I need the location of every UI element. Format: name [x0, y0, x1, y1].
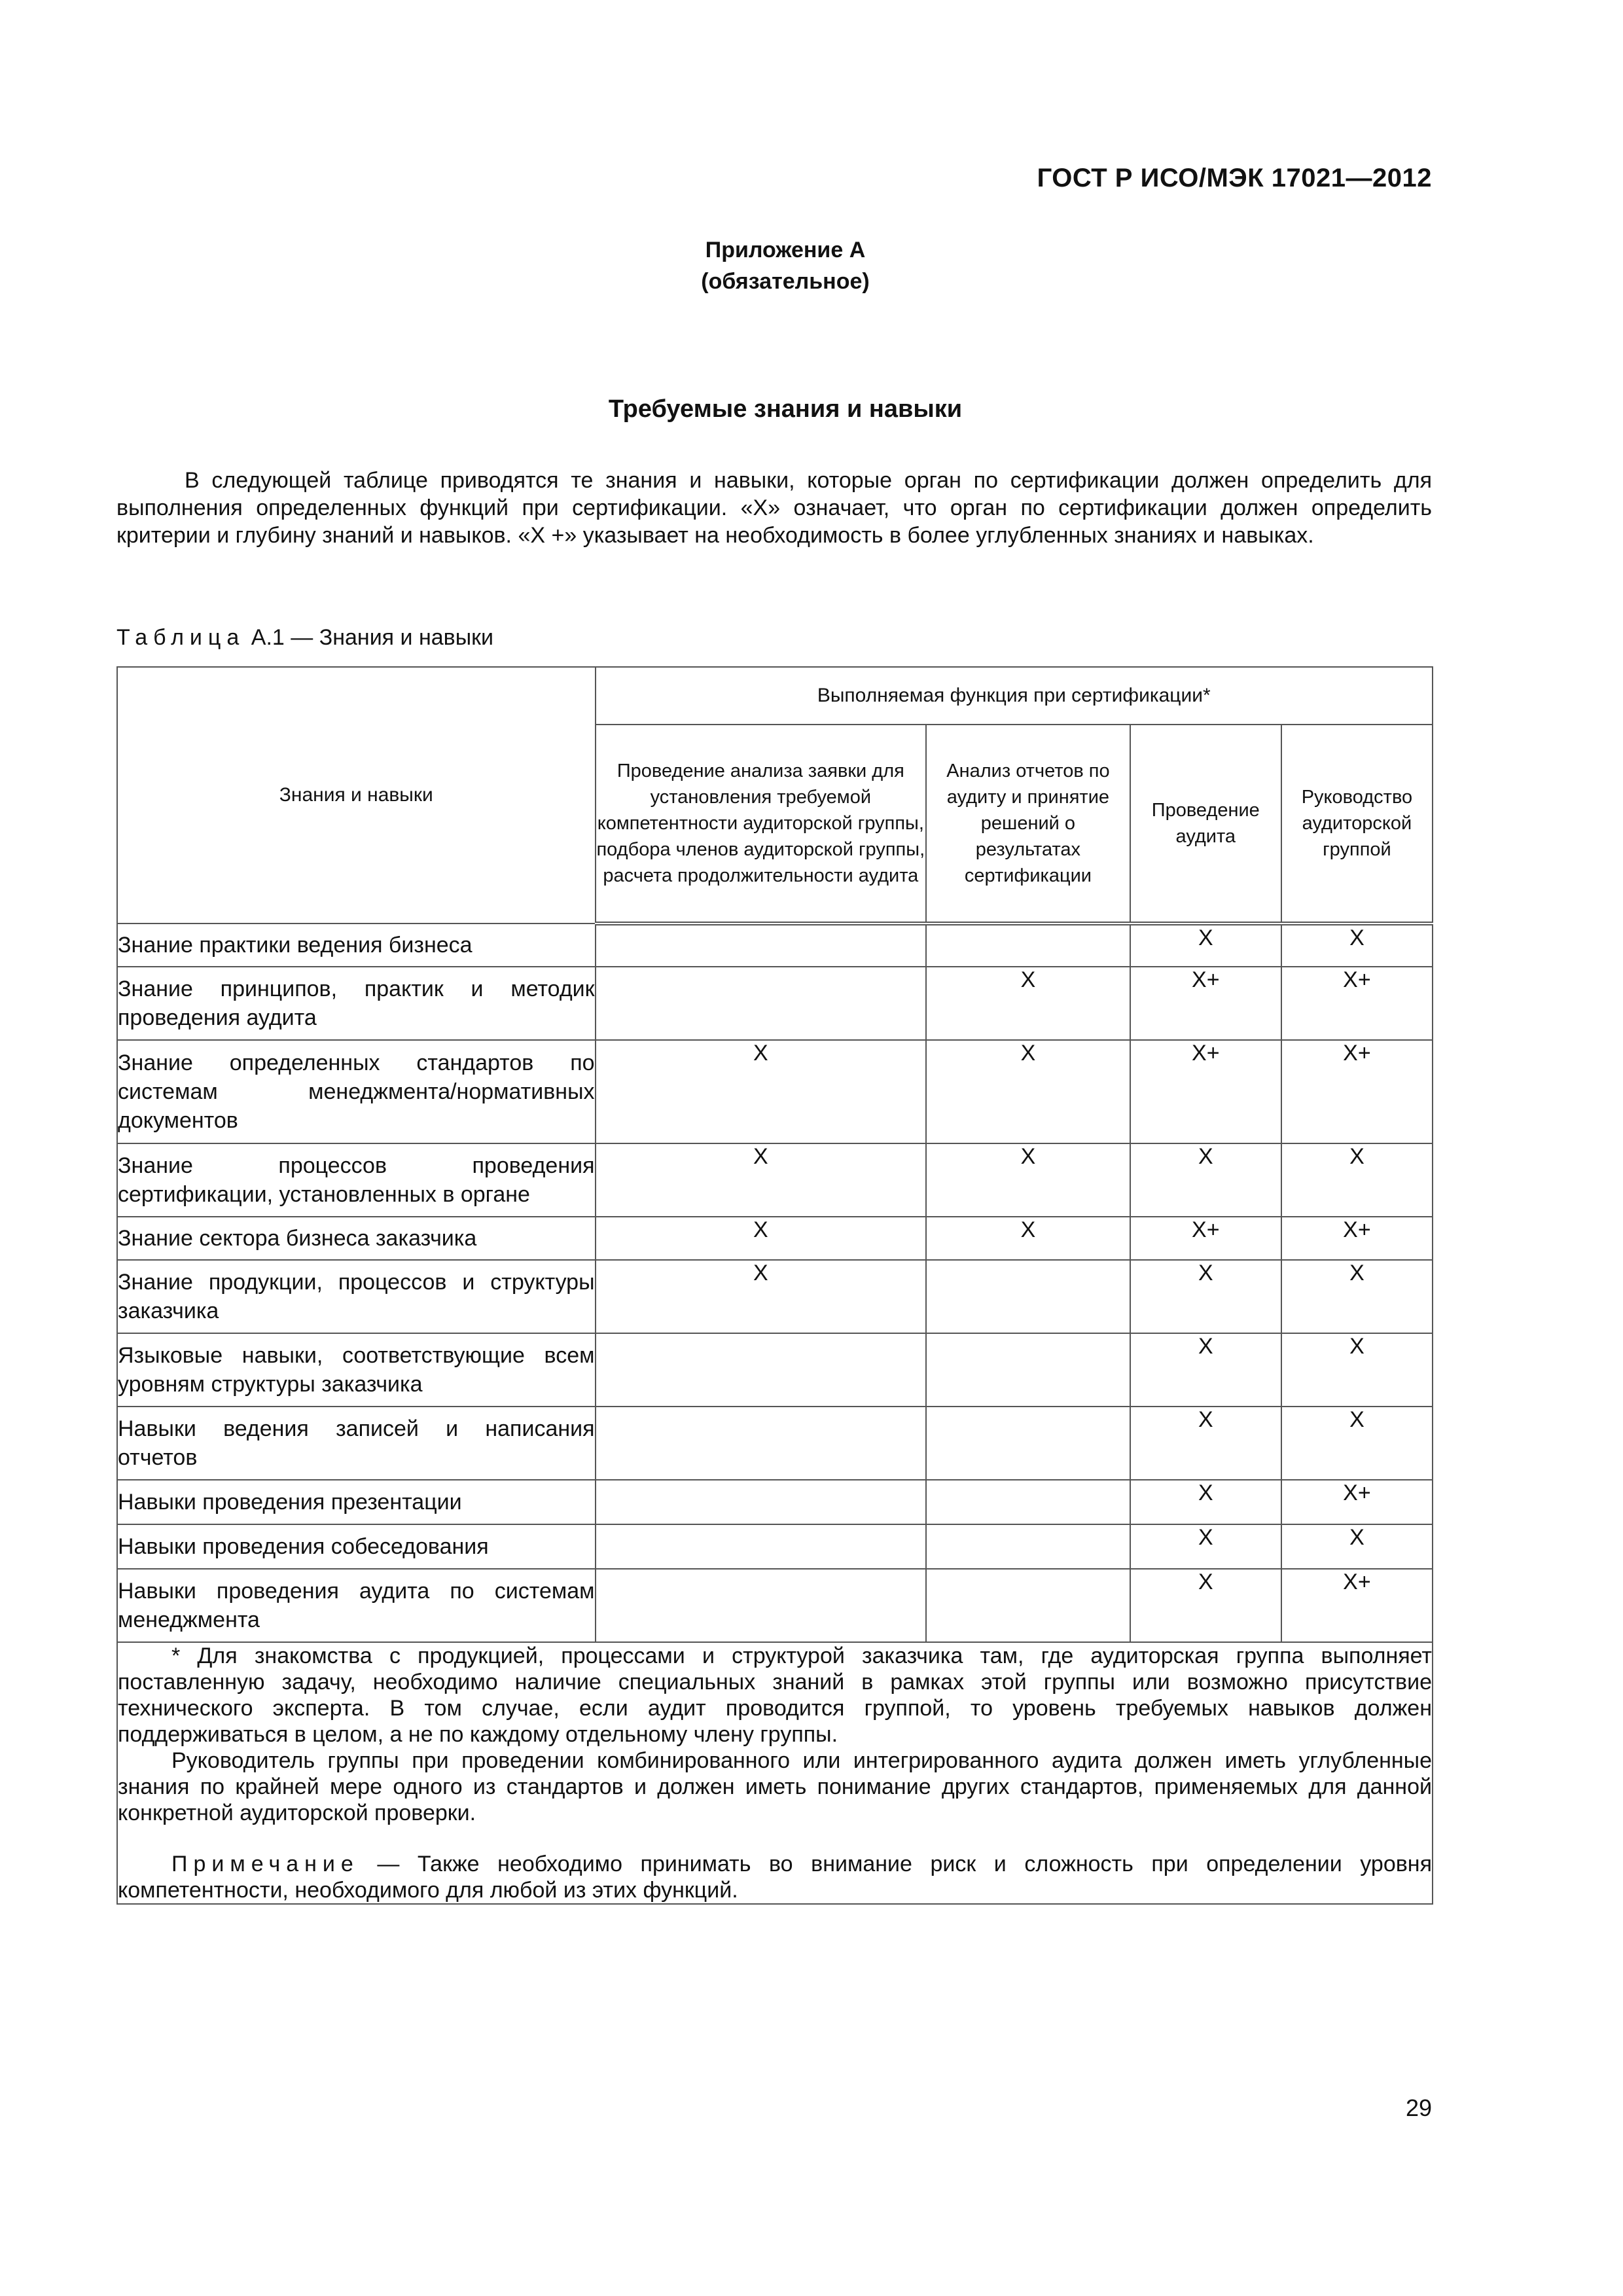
mark-cell: X [1130, 924, 1281, 967]
mark-cell [596, 1407, 927, 1480]
mark-cell: X [926, 1217, 1130, 1260]
mark-cell [926, 1333, 1130, 1407]
table-row [117, 1260, 1433, 1333]
mark-cell: X+ [1130, 967, 1281, 1040]
mark-cell: X [1130, 1260, 1281, 1333]
mark-cell: X [1130, 1480, 1281, 1524]
section-title: Требуемые знания и навыки [608, 395, 963, 423]
mark-cell: X [926, 1040, 1130, 1143]
skill-cell: Навыки ведения записей и написания отчетов [117, 1407, 596, 1480]
mark-cell: X [1130, 1333, 1281, 1407]
mark-cell: X+ [1130, 1040, 1281, 1143]
skill-cell: Навыки проведения собеседования [117, 1524, 596, 1569]
appendix-title: Приложение А [705, 238, 866, 262]
header-col-report-review: Анализ отчетов по аудиту и принятие решений о результатах сертификации [926, 725, 1130, 924]
mark-cell: X+ [1281, 1480, 1433, 1524]
skill-cell: Знание практики ведения бизнеса [117, 924, 596, 967]
mark-cell: X [1130, 1143, 1281, 1217]
mark-cell [596, 1524, 927, 1569]
mark-cell: X+ [1281, 967, 1433, 1040]
mark-cell: X+ [1281, 1569, 1433, 1642]
table-row [117, 1407, 1433, 1480]
table-row [117, 1333, 1433, 1407]
table-row [117, 1569, 1433, 1642]
footnote-star: * Для знакомства с продукцией, процессами и структурой заказчика там, где аудиторская группа выполняет поставленную задачу, необходимо наличие специальных знаний в рамках этой группы или возможно присутствие технического эксперта. В том случае, если аудит проводится группой, то уровень требуемых навыков должен поддерживаться в целом, а не по каждому отдельному члену группы. [118, 1643, 1432, 1747]
mark-cell: X [1130, 1569, 1281, 1642]
mark-cell: X [1130, 1407, 1281, 1480]
table-row [117, 1217, 1433, 1260]
skill-cell: Знание определенных стандартов по системам менеджмента/нормативных документов [117, 1040, 596, 1143]
header-col-team-lead: Руководство аудиторской группой [1281, 725, 1433, 924]
table-row [117, 1480, 1433, 1524]
header-function-group: Выполняемая функция при сертификации* [596, 667, 1433, 725]
note-text: — Также необходимо принимать во внимание риск и сложность при определении уровня компетентности, необходимого для любой из этих функций. [118, 1852, 1432, 1903]
table-row [117, 967, 1433, 1040]
mark-cell [596, 924, 927, 967]
mark-cell [596, 1569, 927, 1642]
mark-cell [596, 1333, 927, 1407]
mark-cell: X [1281, 1333, 1433, 1407]
mark-cell [596, 967, 927, 1040]
skill-cell: Знание принципов, практик и методик проведения аудита [117, 967, 596, 1040]
mark-cell: X [1130, 1524, 1281, 1569]
mark-cell: X [1281, 1260, 1433, 1333]
mark-cell [926, 924, 1130, 967]
skill-cell: Знание сектора бизнеса заказчика [117, 1217, 596, 1260]
table-caption [116, 625, 493, 651]
mark-cell: X [596, 1260, 927, 1333]
page-number: 29 [1405, 2094, 1432, 2121]
mark-cell [596, 1480, 927, 1524]
mark-cell: X [596, 1143, 927, 1217]
header-col-audit: Проведение аудита [1130, 725, 1281, 924]
mark-cell: X [596, 1040, 927, 1143]
header-skills: Знания и навыки [117, 667, 596, 924]
mark-cell: X [596, 1217, 927, 1260]
mark-cell [926, 1480, 1130, 1524]
table-caption-text: А.1 — Знания и навыки [251, 625, 494, 650]
table-caption-label: Таблица [116, 625, 245, 650]
mark-cell: X+ [1281, 1040, 1433, 1143]
appendix-heading [0, 234, 1571, 297]
table-notes-row [117, 1642, 1433, 1904]
mark-cell [926, 1260, 1130, 1333]
table-notes [117, 1642, 1433, 1904]
table-row [117, 1524, 1433, 1569]
skill-cell: Навыки проведения аудита по системам менеджмента [117, 1569, 596, 1642]
skill-cell: Знание продукции, процессов и структуры заказчика [117, 1260, 596, 1333]
document-code: ГОСТ Р ИСО/МЭК 17021—2012 [1037, 164, 1432, 192]
intro-paragraph: В следующей таблице приводятся те знания и навыки, которые орган по сертификации должен определить для выполнения определенных функций при сертификации. «Х» означает, что орган по сертификации должен определить критерии и глубину знаний и навыков. «Х +» указывает на необходимость в более углубленных знаниях и навыках. [116, 468, 1432, 548]
appendix-status: (обязательное) [701, 269, 870, 294]
mark-cell: X [926, 1143, 1130, 1217]
footnote-team-lead: Руководитель группы при проведении комбинированного или интегрированного аудита должен иметь углубленные знания по крайней мере одного из стандартов и должен иметь понимание других стандартов, применяемых для данной конкретной аудиторской проверки. [118, 1748, 1432, 1825]
mark-cell: X+ [1281, 1217, 1433, 1260]
mark-cell: X [1281, 1143, 1433, 1217]
mark-cell: X+ [1130, 1217, 1281, 1260]
mark-cell: X [926, 967, 1130, 1040]
note-label: Примечание [171, 1852, 359, 1876]
mark-cell [926, 1407, 1130, 1480]
mark-cell: X [1281, 1407, 1433, 1480]
skill-cell: Навыки проведения презентации [117, 1480, 596, 1524]
table-row [117, 924, 1433, 967]
skill-cell: Языковые навыки, соответствующие всем уровням структуры заказчика [117, 1333, 596, 1407]
table-note [118, 1851, 1432, 1903]
mark-cell [926, 1569, 1130, 1642]
skill-cell: Знание процессов проведения сертификации, установленных в органе [117, 1143, 596, 1217]
mark-cell: X [1281, 1524, 1433, 1569]
table-row [117, 1143, 1433, 1217]
mark-cell: X [1281, 924, 1433, 967]
table-row [117, 1040, 1433, 1143]
mark-cell [926, 1524, 1130, 1569]
header-col-application-review: Проведение анализа заявки для установления требуемой компетентности аудиторской группы, подбора членов аудиторской группы, расчета продолжительности аудита [596, 725, 927, 924]
skills-table [116, 666, 1433, 1905]
